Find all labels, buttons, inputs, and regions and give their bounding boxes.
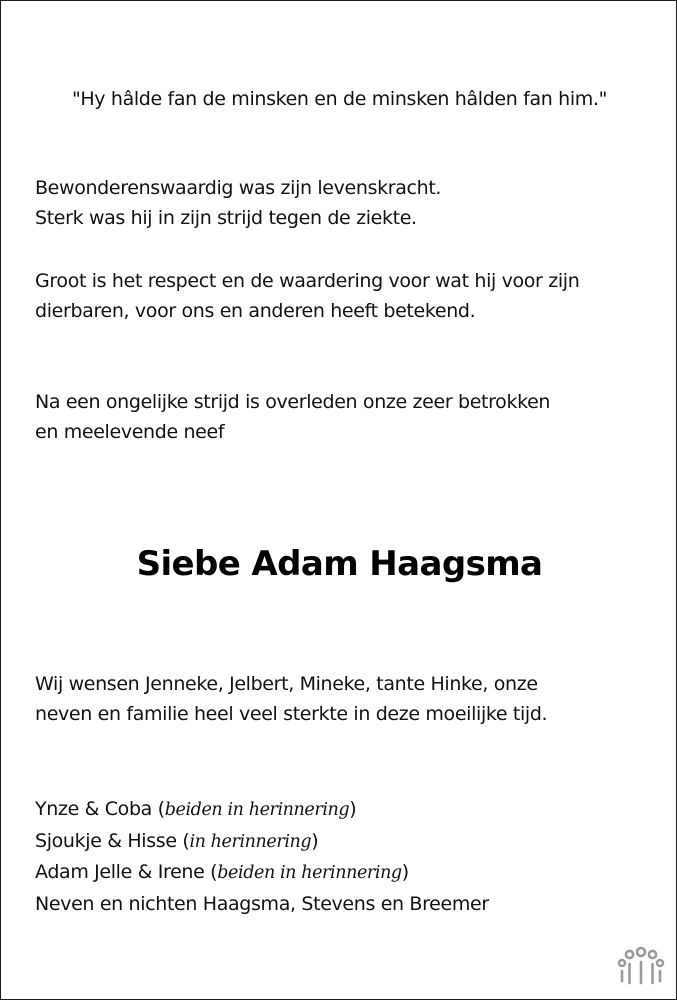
signer-note: beiden in herinnering: [164, 800, 350, 820]
signer-line: Adam Jelle & Irene (beiden in herinnering): [35, 861, 409, 883]
announcement-line: en meelevende neef: [35, 421, 225, 443]
condolence-line: Wij wensen Jenneke, Jelbert, Mineke, tante Hinke, onze: [35, 673, 538, 695]
signer-line: Sjoukje & Hisse (in herinnering): [35, 829, 319, 852]
people-group-icon: [617, 945, 665, 987]
announcement-line: Na een ongelijke strijd is overleden onze zeer betrokken: [35, 391, 551, 413]
signer-names: Adam Jelle & Irene: [35, 861, 205, 883]
tribute-paragraph: [35, 173, 665, 233]
signer-note: beiden in herinnering: [217, 863, 402, 883]
signer-names: Ynze & Coba: [35, 798, 152, 820]
tribute-line: Bewonderenswaardig was zijn levenskracht.: [35, 177, 442, 199]
signer-line: [35, 889, 665, 920]
signer-names: Sjoukje & Hisse: [35, 829, 177, 852]
respect-line: dierbaren, voor ons en anderen heeft betekend.: [35, 300, 476, 322]
signer-note: in herinnering: [189, 831, 312, 852]
condolence-line: neven en familie heel veel sterkte in deze moeilijke tijd.: [35, 703, 548, 725]
signer-names: Neven en nichten Haagsma, Stevens en Breemer: [35, 892, 489, 915]
announcement-paragraph: [35, 387, 665, 447]
memorial-quote: "Hy hâlde fan de minsken en de minsken hâlden fan him.": [71, 88, 608, 110]
deceased-name: Siebe Adam Haagsma: [136, 544, 543, 584]
respect-line: Groot is het respect en de waardering voor wat hij voor zijn: [35, 270, 580, 292]
signer-line: Ynze & Coba (beiden in herinnering): [35, 798, 357, 820]
tribute-line: Sterk was hij in zijn strijd tegen de ziekte.: [35, 207, 417, 229]
condolence-paragraph: [35, 669, 665, 729]
signers-list: [35, 794, 665, 919]
respect-paragraph: [35, 266, 665, 326]
